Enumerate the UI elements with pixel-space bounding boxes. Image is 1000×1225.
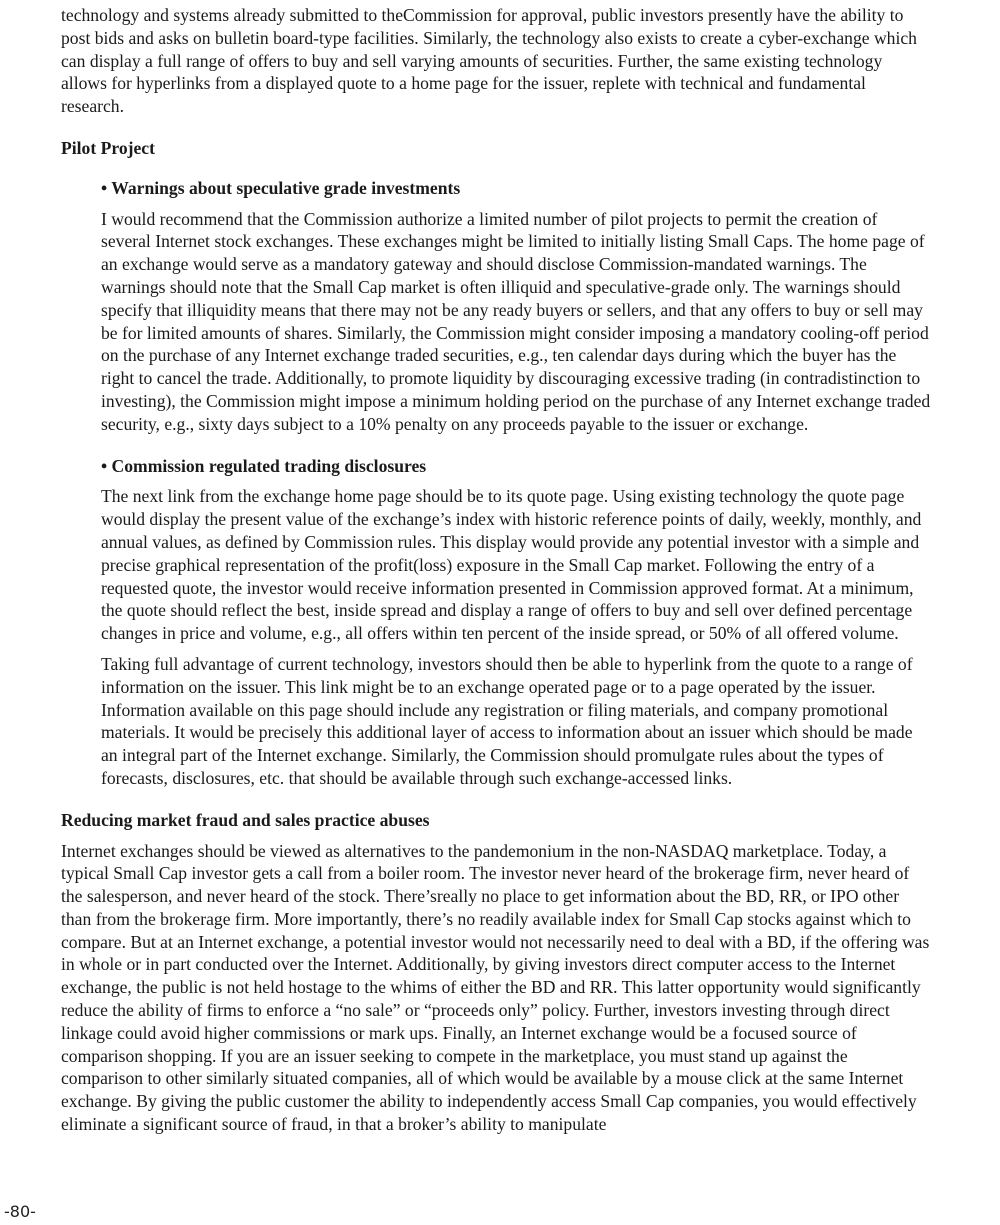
bullet-heading-warnings: • Warnings about speculative grade investments — [101, 177, 461, 198]
fraud-paragraph: Internet exchanges should be viewed as alternatives to the pandemonium in the non-NASDAQ marketplace. Today, a typical Small Cap investor gets a call from a boiler room. The investor never heard of the brokerage firm, never heard of the salesperson, and never heard of the stock. There’sreally no place to get information about the BD, RR, or IPO other than from the brokerage firm. More importantly, there’s no readily available index for Small Cap stocks against which to compare. But at an Internet exchange, a potential investor would not necessarily need to deal with a BD, if the offering was in whole or in part conducted over the Internet. Additionally, by giving investors direct computer access to the Internet exchange, the public is not held hostage to the whims of either the BD and RR. This latter opportunity would significantly reduce the ability of firms to enforce a “no sale” or “proceeds only” policy. Further, investors investing through direct linkage could avoid higher commissions or mark ups. Finally, an Internet exchange would be a focused source of comparison shopping. If you are an issuer seeking to compete in the marketplace, you must stand up against the comparison to other similarly situated companies, all of which would be available by a mouse click at the same Internet exchange. By giving the public customer the ability to independently access Small Cap companies, you would effectively eliminate a significant source of fraud, in that a broker’s ability to manipulate — [61, 840, 930, 1135]
disclosures-paragraph-2: Taking full advantage of current technology, investors should then be able to hyperlink from the quote to a range of information on the issuer. This link might be to an exchange operated page or to a page operated by the issuer. Information available on this page should include any registration or filing materials, and company promotional materials. It would be precisely this additional layer of access to information about an issuer which should be made an integral part of the Internet exchange. Similarly, the Commission should promulgate rules about the types of forecasts, disclosures, etc. that should be available through such exchange-accessed links. — [101, 653, 913, 788]
intro-paragraph: technology and systems already submitted to theCommission for approval, public investors presently have the ability to post bids and asks on bulletin board-type facilities. Similarly, the technology also exists to create a cyber-exchange which can display a full range of offers to buy and sell varying amounts of securities. Further, the same existing technology allows for hyperlinks from a displayed quote to a home page for the issuer, replete with technical and fundamental research. — [61, 5, 917, 117]
section-heading-pilot-project: Pilot Project — [61, 137, 155, 158]
section-heading-fraud: Reducing market fraud and sales practice abuses — [61, 809, 430, 830]
bullet-heading-disclosures: • Commission regulated trading disclosures — [101, 455, 427, 476]
page-number: -80- — [4, 1202, 36, 1221]
document-page — [61, 4, 931, 1136]
warnings-paragraph: I would recommend that the Commission authorize a limited number of pilot projects to permit the creation of several Internet stock exchanges. These exchanges might be limited to initially listing Small Caps. The home page of an exchange would serve as a mandatory gateway and should disclose Commission-mandated warnings. The warnings should note that the Small Cap market is often illiquid and speculative-grade only. The warnings should specify that illiquidity means that there may not be any ready buyers or sellers, and that any offers to buy or sell may be for limited amounts of shares. Similarly, the Commission might consider imposing a mandatory cooling-off period on the purchase of any Internet exchange traded securities, e.g., ten calendar days during which the buyer has the right to cancel the trade. Additionally, to promote liquidity by discouraging excessive trading (in contradistinction to investing), the Commission might impose a minimum holding period on the purchase of any Internet exchange traded security, e.g., sixty days subject to a 10% penalty on any proceeds payable to the issuer or exchange. — [101, 208, 931, 434]
disclosures-paragraph-1: The next link from the exchange home page should be to its quote page. Using existing technology the quote page would display the present value of the exchange’s index with historic reference points of daily, weekly, monthly, and annual values, as defined by Commission rules. This display would provide any potential investor with a simple and precise graphical representation of the profit(loss) exposure in the Small Cap market. Following the entry of a requested quote, the investor would receive information presented in Commission approved format. At a minimum, the quote should reflect the best, inside spread and display a range of offers to buy and sell over defined percentage changes in price and volume, e.g., all offers within ten percent of the inside spread, or 50% of all offered volume. — [101, 486, 922, 644]
